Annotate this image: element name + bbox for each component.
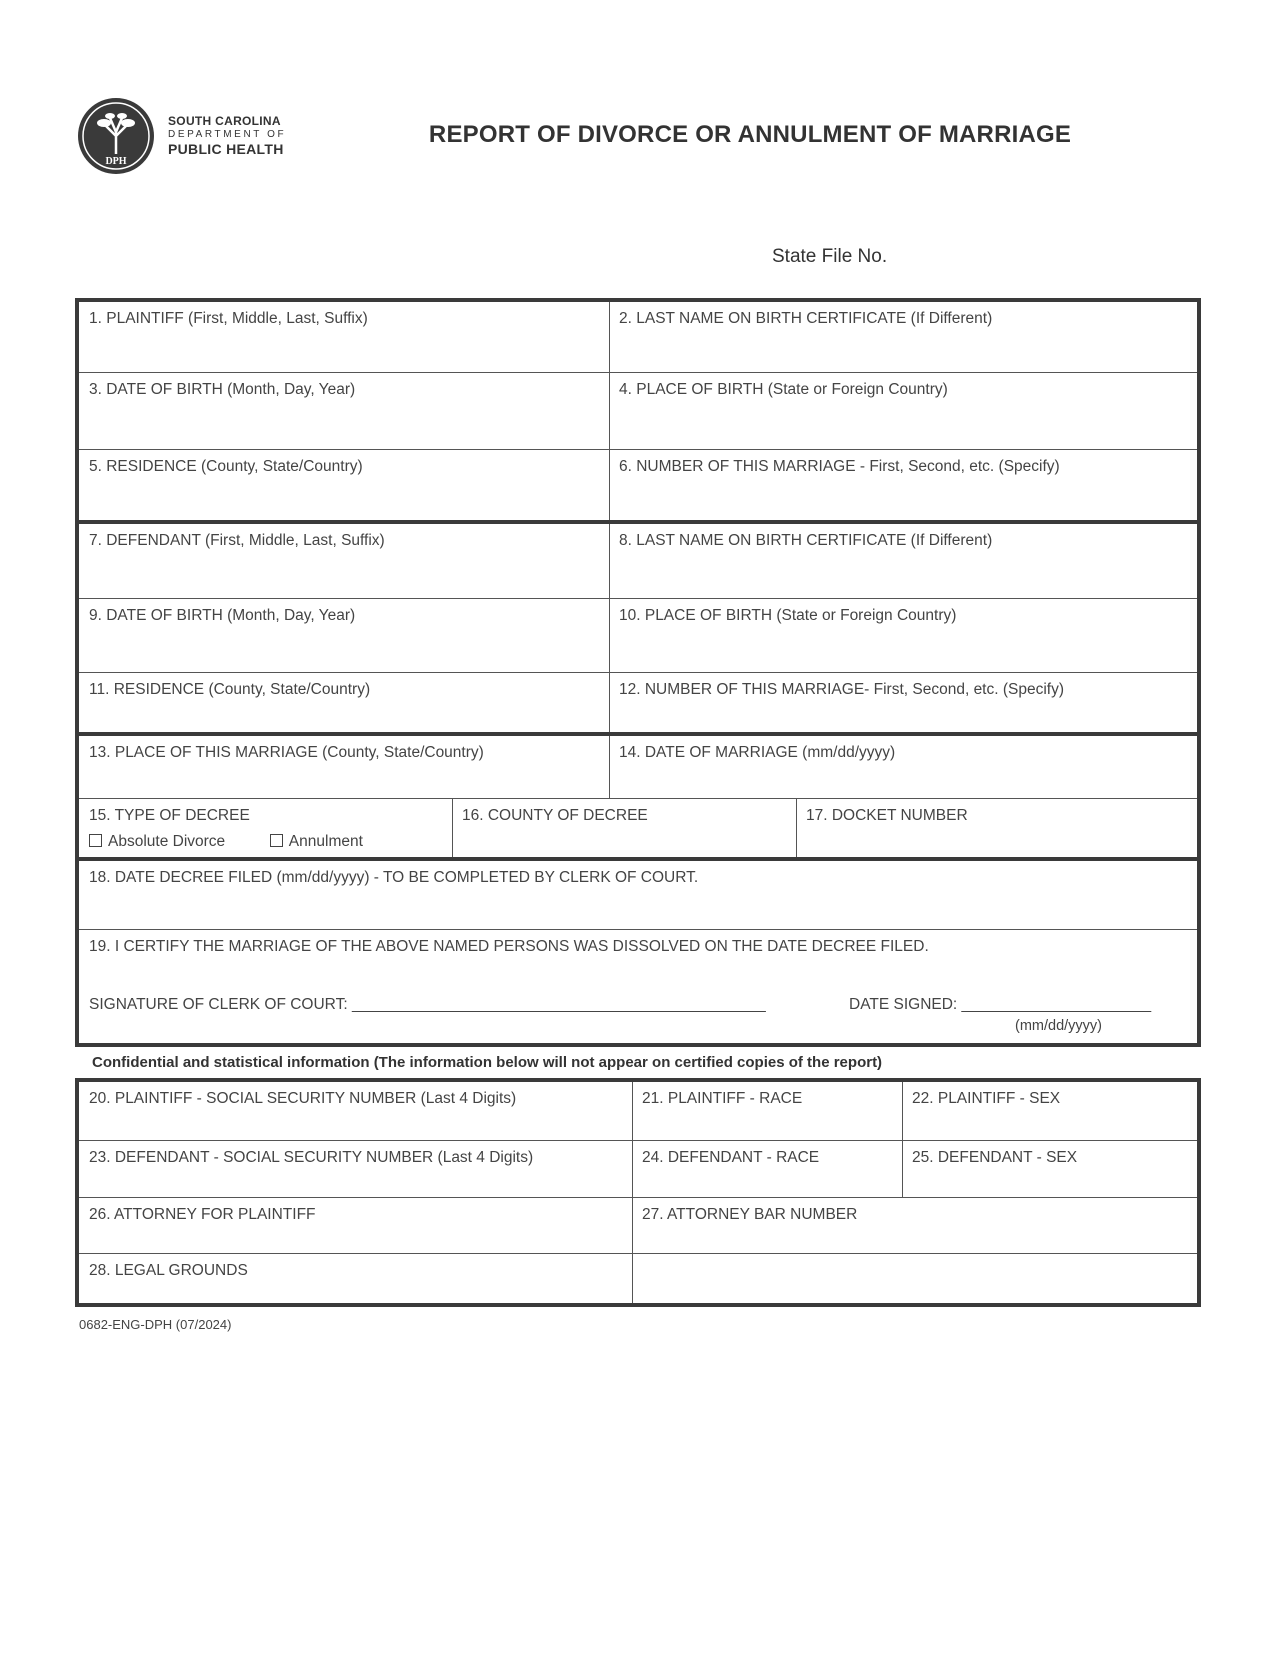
field-16-label: 16. COUNTY OF DECREE <box>462 807 648 824</box>
field-18-decree-filed-date[interactable] <box>79 861 1197 929</box>
field-15-decree-type <box>79 799 452 857</box>
field-23-label: 23. DEFENDANT - SOCIAL SECURITY NUMBER (Last 4 Digits) <box>89 1149 534 1166</box>
field-8-defendant-birth-last-name[interactable] <box>609 524 1197 598</box>
field-18-label: 18. DATE DECREE FILED (mm/dd/yyyy) - TO BE COMPLETED BY CLERK OF COURT. <box>89 869 699 886</box>
agency-name <box>168 114 286 156</box>
field-3-plaintiff-dob[interactable] <box>79 373 609 449</box>
field-28-label: 28. LEGAL GROUNDS <box>89 1262 248 1279</box>
field-22-label: 22. PLAINTIFF - SEX <box>912 1090 1061 1107</box>
field-12-defendant-marriage-number[interactable] <box>609 673 1197 732</box>
field-10-label: 10. PLACE OF BIRTH (State or Foreign Country) <box>619 607 957 624</box>
field-27-label: 27. ATTORNEY BAR NUMBER <box>642 1206 858 1223</box>
field-1-plaintiff-name[interactable] <box>79 302 609 372</box>
agency-line-1: SOUTH CAROLINA <box>168 114 281 128</box>
field-3-label: 3. DATE OF BIRTH (Month, Day, Year) <box>89 381 356 398</box>
field-8-label: 8. LAST NAME ON BIRTH CERTIFICATE (If Different) <box>619 532 993 549</box>
page-title: REPORT OF DIVORCE OR ANNULMENT OF MARRIAGE <box>428 121 1072 148</box>
column-divider <box>452 799 453 857</box>
field-7-defendant-name[interactable] <box>79 524 609 598</box>
field-27-attorney-bar-number[interactable] <box>632 1198 1197 1253</box>
field-7-label: 7. DEFENDANT (First, Middle, Last, Suffix) <box>89 532 385 549</box>
agency-line-2: DEPARTMENT OF <box>168 129 287 140</box>
field-4-label: 4. PLACE OF BIRTH (State or Foreign Country) <box>619 381 948 398</box>
field-17-docket-number[interactable] <box>796 799 1197 857</box>
field-12-label: 12. NUMBER OF THIS MARRIAGE- First, Second, etc. (Specify) <box>619 681 1065 698</box>
field-28-legal-grounds[interactable] <box>79 1254 632 1303</box>
absolute-divorce-checkbox[interactable] <box>89 834 102 847</box>
absolute-divorce-label: Absolute Divorce <box>108 833 226 850</box>
field-11-defendant-residence[interactable] <box>79 673 609 732</box>
annulment-checkbox[interactable] <box>270 834 283 847</box>
field-15-label: 15. TYPE OF DECREE <box>89 807 250 824</box>
field-21-label: 21. PLAINTIFF - RACE <box>642 1090 803 1107</box>
column-divider <box>609 302 610 520</box>
column-divider <box>632 1082 633 1303</box>
confidential-form <box>75 1078 1201 1307</box>
state-file-label: State File No. <box>772 246 888 267</box>
field-16-decree-county[interactable] <box>452 799 796 857</box>
dph-logo <box>76 96 156 176</box>
agency-line-3: PUBLIC HEALTH <box>168 141 284 157</box>
confidential-note: Confidential and statistical information (The information below will not appear on certified copies of the report) <box>92 1054 883 1071</box>
logo-text: DPH <box>105 156 127 167</box>
field-5-plaintiff-residence[interactable] <box>79 450 609 520</box>
column-divider <box>609 736 610 798</box>
absolute-divorce-option[interactable] <box>89 833 225 850</box>
field-22-plaintiff-sex[interactable] <box>902 1082 1197 1140</box>
field-24-defendant-race[interactable] <box>632 1141 902 1197</box>
field-20-plaintiff-ssn[interactable] <box>79 1082 632 1140</box>
field-26-label: 26. ATTORNEY FOR PLAINTIFF <box>89 1206 316 1223</box>
field-24-label: 24. DEFENDANT - RACE <box>642 1149 820 1166</box>
field-13-marriage-place[interactable] <box>79 736 609 798</box>
clerk-signature-line[interactable]: SIGNATURE OF CLERK OF COURT: ________________________________________________ <box>89 996 766 1013</box>
column-divider <box>796 799 797 857</box>
field-2-label: 2. LAST NAME ON BIRTH CERTIFICATE (If Different) <box>619 310 993 327</box>
field-6-label: 6. NUMBER OF THIS MARRIAGE - First, Second, etc. (Specify) <box>619 458 1060 475</box>
field-6-plaintiff-marriage-number[interactable] <box>609 450 1197 520</box>
annulment-option[interactable] <box>270 833 363 850</box>
field-10-defendant-birthplace[interactable] <box>609 599 1197 672</box>
column-divider <box>609 524 610 732</box>
main-form <box>75 298 1201 1047</box>
field-21-plaintiff-race[interactable] <box>632 1082 902 1140</box>
field-1-label: 1. PLAINTIFF (First, Middle, Last, Suffix) <box>89 310 368 327</box>
form-number: 0682-ENG-DPH (07/2024) <box>79 1317 232 1332</box>
field-26-plaintiff-attorney[interactable] <box>79 1198 632 1253</box>
field-20-label: 20. PLAINTIFF - SOCIAL SECURITY NUMBER (Last 4 Digits) <box>89 1090 517 1107</box>
field-17-label: 17. DOCKET NUMBER <box>806 807 968 824</box>
field-25-defendant-sex[interactable] <box>902 1141 1197 1197</box>
field-2-plaintiff-birth-last-name[interactable] <box>609 302 1197 372</box>
field-25-label: 25. DEFENDANT - SEX <box>912 1149 1078 1166</box>
field-13-label: 13. PLACE OF THIS MARRIAGE (County, State/Country) <box>89 744 484 761</box>
field-5-label: 5. RESIDENCE (County, State/Country) <box>89 458 363 475</box>
field-19-label: 19. I CERTIFY THE MARRIAGE OF THE ABOVE NAMED PERSONS WAS DISSOLVED ON THE DATE DECREE FILED. <box>89 938 929 955</box>
field-23-defendant-ssn[interactable] <box>79 1141 632 1197</box>
column-divider <box>902 1082 903 1197</box>
field-11-label: 11. RESIDENCE (County, State/Country) <box>89 681 371 698</box>
annulment-label: Annulment <box>288 833 363 850</box>
field-14-label: 14. DATE OF MARRIAGE (mm/dd/yyyy) <box>619 744 896 761</box>
field-28-blank[interactable] <box>632 1254 1197 1303</box>
field-9-defendant-dob[interactable] <box>79 599 609 672</box>
date-signed-format: (mm/dd/yyyy) <box>1015 1018 1102 1034</box>
field-4-plaintiff-birthplace[interactable] <box>609 373 1197 449</box>
field-14-marriage-date[interactable] <box>609 736 1197 798</box>
field-9-label: 9. DATE OF BIRTH (Month, Day, Year) <box>89 607 356 624</box>
date-signed-line[interactable]: DATE SIGNED: ______________________ <box>849 996 1152 1013</box>
